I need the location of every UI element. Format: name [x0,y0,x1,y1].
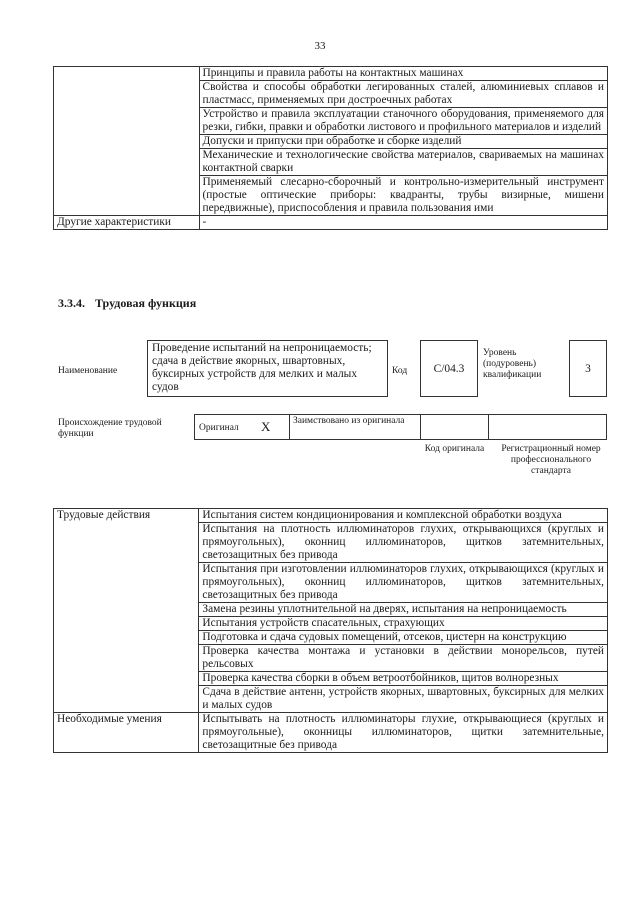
action-item: Испытания при изготовлении иллюминаторов глухих, открывающихся (круглых и прямоугольных), оконниц иллюминаторов, щитков затемнительных, светозащитных без привода [199,563,608,603]
action-item: Испытания систем кондиционирования и комплексной обработки воздуха [199,509,608,523]
table-row [54,67,608,81]
function-name-box: Проведение испытаний на непроницаемость; сдача в действие якорных, швартовных, буксирных устройств для мелких и малых судов [147,340,388,397]
section-title [58,296,196,311]
table-row [54,216,608,230]
knowledge-item: Свойства и способы обработки легированных сталей, алюминиевых сплавов и пластмасс, применяемых при достроечных работах [199,81,608,108]
action-item: Испытания устройств спасательных, страхующих [199,617,608,631]
action-item: Сдача в действие антенн, устройств якорных, швартовных, буксирных для мелких и малых судов [199,686,608,713]
knowledge-item: Принципы и правила работы на контактных машинах [199,67,608,81]
original-label: Оригинал [199,423,239,433]
section-number: 3.3.4. [58,296,85,310]
skills-label: Необходимые умения [54,713,199,753]
action-item: Проверка качества монтажа и установки в действии монорельсов, путей рельсовых [199,645,608,672]
reg-number-caption: Регистрационный номер профессионального стандарта [501,444,601,476]
knowledge-item: Применяемый слесарно-сборочный и контрольно-измерительный инструмент (простые оптические приборы: квадранты, трубы визирные, мишени передвижные), приспособления и правила пользования ими [199,176,608,216]
code-original-caption: Код оригинала [424,444,485,454]
other-characteristics-value: - [199,216,608,230]
skill-item: Испытывать на плотность иллюминаторы глухие, открывающиеся (круглых и прямоугольные), оконницы иллюминаторов, щитки затемнительные, светозащитные без привода [199,713,608,753]
table-row [54,713,608,753]
borrowed-label: Заимствовано из оригинала [293,416,405,426]
level-value: 3 [569,340,607,397]
knowledge-item: Допуски и припуски при обработке и сборке изделий [199,135,608,149]
code-value: С/04.3 [420,340,478,397]
code-original-box [420,414,489,440]
section-name: Трудовая функция [95,296,197,310]
actions-table [53,508,608,753]
knowledge-label-cell [54,67,200,216]
original-box [194,414,290,440]
action-item: Испытания на плотность иллюминаторов глухих, открывающихся (круглых и прямоугольных), оконниц иллюминаторов, щитков затемнительных, светозащитных без привода [199,523,608,563]
level-label: Уровень (подуровень) квалификации [483,348,542,380]
reg-number-box [488,414,607,440]
knowledge-table [53,66,608,230]
actions-label: Трудовые действия [54,509,199,713]
table-row [54,509,608,523]
borrowed-box [289,414,421,440]
action-item: Проверка качества сборки в объем ветроотбойников, щитов волнорезных [199,672,608,686]
action-item: Замена резины уплотнительной на дверях, испытания на непроницаемость [199,603,608,617]
knowledge-item: Устройство и правила эксплуатации станочного оборудования, применяемого для резки, гибки, правки и обработки листового и профильного материалов и изделий [199,108,608,135]
other-characteristics-label: Другие характеристики [54,216,200,230]
original-mark: X [261,419,271,434]
page-number: 33 [314,40,326,52]
knowledge-item: Механические и технологические свойства материалов, свариваемых на машинах контактной сварки [199,149,608,176]
code-label: Код [392,366,408,376]
name-label: Наименование [58,366,118,376]
action-item: Подготовка и сдача судовых помещений, отсеков, цистерн на конструкцию [199,631,608,645]
origin-label: Происхождение трудовой функции [58,418,162,439]
